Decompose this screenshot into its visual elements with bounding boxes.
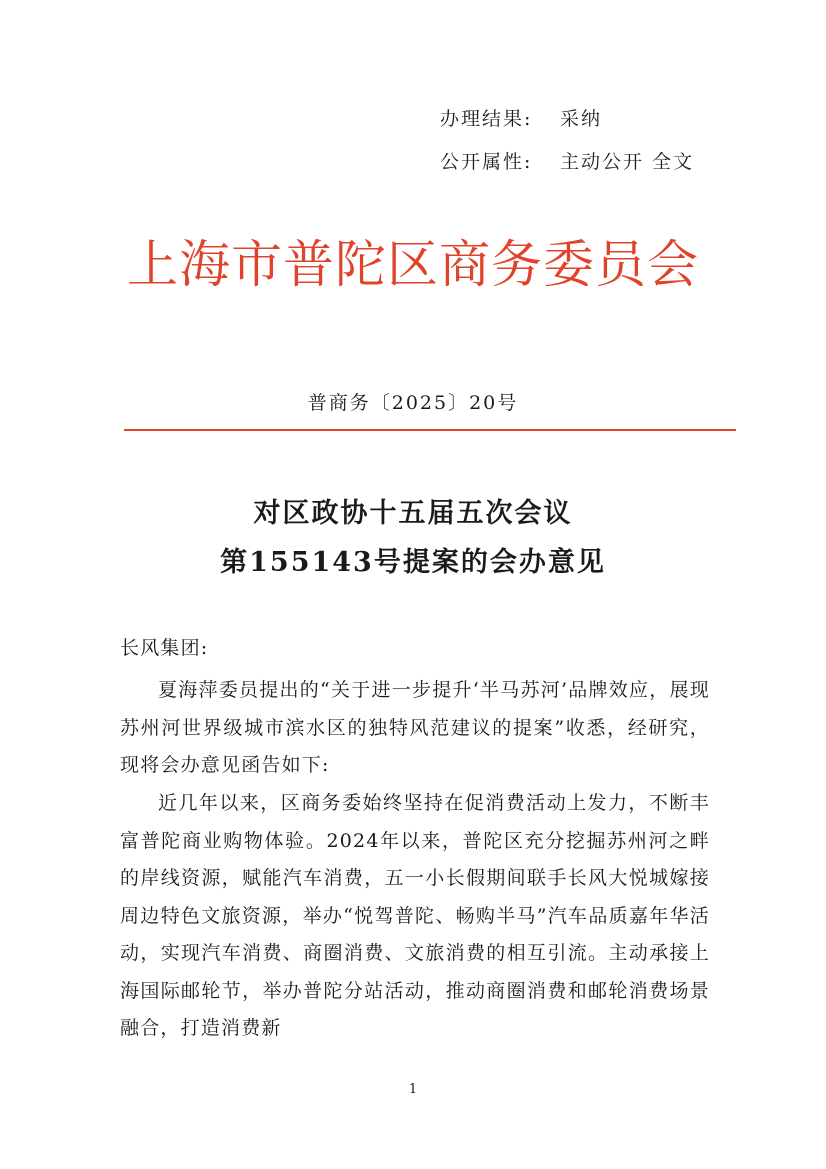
result-value: 采纳 [560,108,603,130]
page-number: 1 [408,1082,418,1097]
result-line [440,110,602,129]
disclosure-line [440,153,694,172]
body-paragraph-2: 近几年以来，区商务委始终坚持在促消费活动上发力，不断丰富普陀商业购物体验。2024年以来，普陀区充分挖掘苏州河之畔的岸线资源，赋能汽车消费，五一小长假期间联手长风大悦城嫁接周边特色文旅资源，举办“悦驾普陀、畅购半马”汽车品质嘉年华活动，实现汽车消费、商圈消费、文旅消费的相互引流。主动承接上海国际邮轮节，举办普陀分站活动，推动商圈消费和邮轮消费场景融合，打造消费新 [120,792,710,1039]
document-title-line-1: 对区政协十五届五次会议 [253,498,573,529]
organization-header: 上海市普陀区商务委员会 [126,236,699,295]
disclosure-value: 主动公开 全文 [560,151,695,173]
result-label: 办理结果: [440,108,533,130]
disclosure-label: 公开属性: [440,151,533,173]
salutation: 长风集团: [120,637,209,659]
document-number: 普商务〔2025〕20号 [307,392,519,414]
document-title-line-2: 第155143号提案的会办意见 [220,547,606,578]
body-paragraph-1: 夏海萍委员提出的“关于进一步提升‘半马苏河’品牌效应，展现苏州河世界级城市滨水区的独特风范建议的提案”收悉，经研究，现将会办意见函告如下: [120,679,710,776]
red-divider-line [124,429,736,431]
